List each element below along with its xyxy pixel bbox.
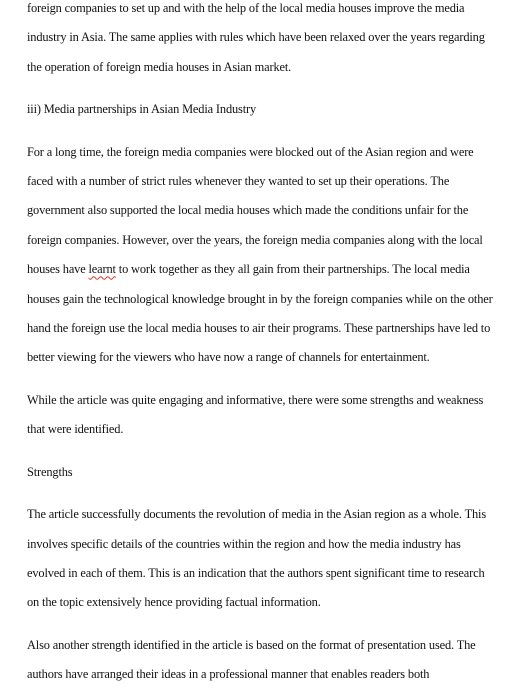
document-body (27, 0, 525, 690)
text-line: that were identified. (27, 422, 124, 437)
text-line: The article successfully documents the revolution of media in the Asian region as a whole. This (27, 507, 486, 522)
paragraph-spacing (27, 445, 525, 458)
text-line: on the topic extensively hence providing factual information. (27, 595, 321, 610)
paragraph-foreign-companies (27, 0, 525, 82)
paragraph-strength-format (27, 631, 525, 690)
text-line: For a long time, the foreign media companies were blocked out of the Asian region and were (27, 144, 474, 159)
text-line (27, 262, 470, 276)
text-line: the operation of foreign media houses in Asian market. (27, 59, 292, 74)
misspelled-word[interactable]: learnt (88, 262, 116, 277)
text-line: houses gain the technological knowledge brought in by the foreign companies while on the other (27, 291, 493, 306)
paragraph-spacing (27, 618, 525, 631)
text-line: hand the foreign use the local media houses to air their programs. These partnerships have led to (27, 321, 491, 336)
paragraph-spacing (27, 82, 525, 95)
text-line: faced with a number of strict rules whenever they wanted to set up their operations. The (27, 174, 450, 189)
text-line: government also supported the local media houses which made the conditions unfair for the (27, 203, 469, 218)
paragraph-media-partnerships (27, 138, 525, 373)
text-line: evolved in each of them. This is an indication that the authors spent significant time to research (27, 565, 485, 580)
text-line: authors have arranged their ideas in a professional manner that enables readers both (27, 667, 430, 682)
text-fragment: to work together as they all gain from their partnerships. The local media (115, 262, 470, 277)
section-heading-strengths: Strengths (27, 464, 73, 479)
text-line: involves specific details of the countries within the region and how the media industry has (27, 536, 461, 551)
text-line: industry in Asia. The same applies with rules which have been relaxed over the years regarding (27, 30, 485, 45)
text-line: Also another strength identified in the article is based on the format of presentation used. The (27, 637, 476, 652)
paragraph-spacing (27, 373, 525, 386)
paragraph-strength-documentation (27, 500, 525, 618)
paragraph-article-summary (27, 386, 525, 445)
text-line: foreign companies. However, over the years, the foreign media companies along with the local (27, 232, 483, 247)
text-line: better viewing for the viewers who have now a range of channels for entertainment. (27, 350, 430, 365)
paragraph-spacing (27, 487, 525, 500)
section-heading-partnerships: iii) Media partnerships in Asian Media Industry (27, 102, 257, 117)
text-line: While the article was quite engaging and informative, there were some strengths and weakness (27, 392, 484, 407)
text-line: foreign companies to set up and with the help of the local media houses improve the media (27, 1, 465, 15)
paragraph-spacing (27, 125, 525, 138)
text-fragment: houses have (27, 262, 89, 277)
